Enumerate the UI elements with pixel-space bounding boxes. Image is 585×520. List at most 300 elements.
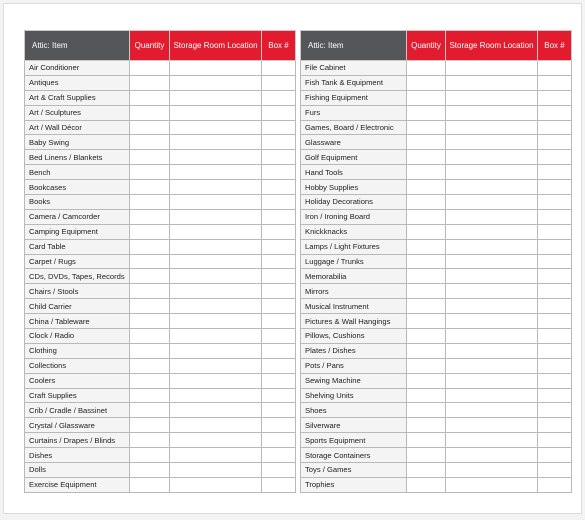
item-name: Art & Craft Supplies: [25, 90, 130, 105]
item-name: Camping Equipment: [25, 224, 130, 239]
item-name: Sewing Machine: [301, 373, 407, 388]
quantity-cell[interactable]: [407, 135, 446, 150]
table-row: [25, 224, 296, 239]
table-row: [301, 180, 572, 195]
quantity-cell[interactable]: [130, 90, 170, 105]
location-cell[interactable]: [170, 343, 262, 358]
header-row: [301, 31, 572, 61]
box-number-cell[interactable]: [262, 477, 296, 492]
location-cell[interactable]: [446, 477, 538, 492]
item-name: Storage Containers: [301, 448, 407, 463]
table-row: [25, 105, 296, 120]
table-row: [25, 284, 296, 299]
item-name: Toys / Games: [301, 463, 407, 478]
location-cell[interactable]: [170, 463, 262, 478]
item-name: Golf Equipment: [301, 150, 407, 165]
location-cell[interactable]: [446, 90, 538, 105]
quantity-cell[interactable]: [407, 403, 446, 418]
location-cell[interactable]: [446, 165, 538, 180]
box-number-cell[interactable]: [262, 195, 296, 210]
table-body-right: [301, 61, 572, 493]
table-row: [301, 463, 572, 478]
table-row: [25, 269, 296, 284]
location-cell[interactable]: [170, 448, 262, 463]
box-number-cell[interactable]: [262, 254, 296, 269]
box-number-cell[interactable]: [262, 135, 296, 150]
quantity-cell[interactable]: [407, 269, 446, 284]
quantity-cell[interactable]: [130, 463, 170, 478]
item-name: Dolls: [25, 463, 130, 478]
item-name: Glassware: [301, 135, 407, 150]
box-number-cell[interactable]: [538, 105, 572, 120]
box-number-cell[interactable]: [538, 195, 572, 210]
location-cell[interactable]: [170, 403, 262, 418]
location-cell[interactable]: [446, 388, 538, 403]
quantity-cell[interactable]: [130, 180, 170, 195]
item-name: Bookcases: [25, 180, 130, 195]
table-row: [301, 254, 572, 269]
quantity-cell[interactable]: [130, 373, 170, 388]
table-row: [25, 61, 296, 76]
quantity-cell[interactable]: [407, 463, 446, 478]
header-location: Storage Room Location: [170, 31, 262, 61]
quantity-cell[interactable]: [130, 150, 170, 165]
table-row: [25, 403, 296, 418]
quantity-cell[interactable]: [130, 314, 170, 329]
item-name: Camera / Camcorder: [25, 209, 130, 224]
table-row: [301, 418, 572, 433]
table-row: [301, 299, 572, 314]
location-cell[interactable]: [170, 105, 262, 120]
location-cell[interactable]: [446, 150, 538, 165]
location-cell[interactable]: [446, 463, 538, 478]
item-name: Plates / Dishes: [301, 343, 407, 358]
quantity-cell[interactable]: [407, 61, 446, 76]
location-cell[interactable]: [170, 90, 262, 105]
box-number-cell[interactable]: [262, 448, 296, 463]
location-cell[interactable]: [170, 269, 262, 284]
quantity-cell[interactable]: [130, 448, 170, 463]
box-number-cell[interactable]: [262, 343, 296, 358]
quantity-cell[interactable]: [130, 209, 170, 224]
quantity-cell[interactable]: [407, 239, 446, 254]
location-cell[interactable]: [170, 373, 262, 388]
box-number-cell[interactable]: [262, 209, 296, 224]
header-location: Storage Room Location: [446, 31, 538, 61]
location-cell[interactable]: [446, 61, 538, 76]
quantity-cell[interactable]: [407, 105, 446, 120]
table-row: [25, 299, 296, 314]
quantity-cell[interactable]: [130, 105, 170, 120]
box-number-cell[interactable]: [262, 150, 296, 165]
item-name: Games, Board / Electronic: [301, 120, 407, 135]
table-row: [25, 165, 296, 180]
item-name: Pots / Pans: [301, 358, 407, 373]
quantity-cell[interactable]: [130, 224, 170, 239]
inventory-table-right: [300, 30, 572, 493]
location-cell[interactable]: [446, 224, 538, 239]
box-number-cell[interactable]: [538, 150, 572, 165]
box-number-cell[interactable]: [262, 314, 296, 329]
table-row: [301, 195, 572, 210]
header-box: Box #: [538, 31, 572, 61]
location-cell[interactable]: [170, 299, 262, 314]
item-name: Lamps / Light Fixtures: [301, 239, 407, 254]
quantity-cell[interactable]: [130, 195, 170, 210]
box-number-cell[interactable]: [262, 224, 296, 239]
location-cell[interactable]: [446, 239, 538, 254]
location-cell[interactable]: [170, 314, 262, 329]
box-number-cell[interactable]: [262, 269, 296, 284]
table-row: [301, 388, 572, 403]
location-cell[interactable]: [170, 61, 262, 76]
location-cell[interactable]: [170, 388, 262, 403]
box-number-cell[interactable]: [262, 75, 296, 90]
location-cell[interactable]: [446, 418, 538, 433]
location-cell[interactable]: [170, 284, 262, 299]
item-name: Chairs / Stools: [25, 284, 130, 299]
table-row: [301, 373, 572, 388]
quantity-cell[interactable]: [130, 120, 170, 135]
header-quantity: Quantity: [407, 31, 446, 61]
box-number-cell[interactable]: [262, 388, 296, 403]
location-cell[interactable]: [446, 120, 538, 135]
box-number-cell[interactable]: [538, 224, 572, 239]
item-name: Luggage / Trunks: [301, 254, 407, 269]
location-cell[interactable]: [170, 224, 262, 239]
item-name: Shoes: [301, 403, 407, 418]
table-row: [301, 477, 572, 492]
box-number-cell[interactable]: [538, 329, 572, 344]
box-number-cell[interactable]: [538, 403, 572, 418]
quantity-cell[interactable]: [407, 433, 446, 448]
box-number-cell[interactable]: [538, 209, 572, 224]
box-number-cell[interactable]: [262, 373, 296, 388]
item-name: Books: [25, 195, 130, 210]
header-box: Box #: [262, 31, 296, 61]
item-name: Curtains / Drapes / Blinds: [25, 433, 130, 448]
table-row: [301, 105, 572, 120]
box-number-cell[interactable]: [538, 343, 572, 358]
item-name: Air Conditioner: [25, 61, 130, 76]
table-row: [25, 209, 296, 224]
item-name: Fish Tank & Equipment: [301, 75, 407, 90]
location-cell[interactable]: [446, 448, 538, 463]
quantity-cell[interactable]: [407, 329, 446, 344]
table-row: [25, 373, 296, 388]
item-name: Silverware: [301, 418, 407, 433]
quantity-cell[interactable]: [130, 388, 170, 403]
item-name: Bench: [25, 165, 130, 180]
item-name: Hobby Supplies: [301, 180, 407, 195]
table-row: [301, 269, 572, 284]
item-name: Knickknacks: [301, 224, 407, 239]
box-number-cell[interactable]: [538, 314, 572, 329]
box-number-cell[interactable]: [262, 90, 296, 105]
location-cell[interactable]: [170, 165, 262, 180]
location-cell[interactable]: [446, 433, 538, 448]
table-row: [25, 388, 296, 403]
item-name: Sports Equipment: [301, 433, 407, 448]
table-row: [25, 433, 296, 448]
quantity-cell[interactable]: [407, 180, 446, 195]
table-row: [25, 75, 296, 90]
box-number-cell[interactable]: [538, 418, 572, 433]
table-row: [301, 135, 572, 150]
item-name: CDs, DVDs, Tapes, Records: [25, 269, 130, 284]
location-cell[interactable]: [170, 209, 262, 224]
item-name: Mirrors: [301, 284, 407, 299]
table-row: [25, 239, 296, 254]
location-cell[interactable]: [170, 75, 262, 90]
location-cell[interactable]: [170, 120, 262, 135]
location-cell[interactable]: [446, 358, 538, 373]
box-number-cell[interactable]: [538, 75, 572, 90]
location-cell[interactable]: [446, 209, 538, 224]
box-number-cell[interactable]: [538, 284, 572, 299]
table-row: [301, 314, 572, 329]
item-name: Pillows, Cushions: [301, 329, 407, 344]
table-row: [301, 75, 572, 90]
location-cell[interactable]: [170, 150, 262, 165]
quantity-cell[interactable]: [407, 209, 446, 224]
quantity-cell[interactable]: [130, 477, 170, 492]
item-name: Shelving Units: [301, 388, 407, 403]
table-body-left: [25, 61, 296, 493]
box-number-cell[interactable]: [538, 463, 572, 478]
item-name: Dishes: [25, 448, 130, 463]
table-row: [301, 284, 572, 299]
location-cell[interactable]: [170, 329, 262, 344]
quantity-cell[interactable]: [407, 388, 446, 403]
table-row: [301, 433, 572, 448]
table-row: [301, 150, 572, 165]
box-number-cell[interactable]: [262, 403, 296, 418]
location-cell[interactable]: [170, 135, 262, 150]
box-number-cell[interactable]: [538, 254, 572, 269]
location-cell[interactable]: [170, 433, 262, 448]
quantity-cell[interactable]: [407, 75, 446, 90]
location-cell[interactable]: [446, 284, 538, 299]
table-row: [25, 343, 296, 358]
box-number-cell[interactable]: [262, 463, 296, 478]
item-name: Craft Supplies: [25, 388, 130, 403]
table-row: [301, 209, 572, 224]
quantity-cell[interactable]: [407, 477, 446, 492]
item-name: Pictures & Wall Hangings: [301, 314, 407, 329]
inventory-table-left: [24, 30, 296, 493]
item-name: Art / Wall Décor: [25, 120, 130, 135]
table-row: [25, 195, 296, 210]
location-cell[interactable]: [446, 403, 538, 418]
location-cell[interactable]: [170, 195, 262, 210]
table-row: [301, 343, 572, 358]
quantity-cell[interactable]: [130, 269, 170, 284]
box-number-cell[interactable]: [262, 239, 296, 254]
quantity-cell[interactable]: [407, 314, 446, 329]
box-number-cell[interactable]: [262, 329, 296, 344]
location-cell[interactable]: [170, 358, 262, 373]
header-quantity: Quantity: [130, 31, 170, 61]
box-number-cell[interactable]: [538, 477, 572, 492]
location-cell[interactable]: [446, 195, 538, 210]
item-name: Collections: [25, 358, 130, 373]
item-name: Hand Tools: [301, 165, 407, 180]
table-row: [25, 150, 296, 165]
table-row: [25, 254, 296, 269]
location-cell[interactable]: [446, 135, 538, 150]
location-cell[interactable]: [446, 329, 538, 344]
table-row: [25, 180, 296, 195]
quantity-cell[interactable]: [130, 433, 170, 448]
item-name: Trophies: [301, 477, 407, 492]
quantity-cell[interactable]: [130, 358, 170, 373]
quantity-cell[interactable]: [130, 135, 170, 150]
table-row: [25, 477, 296, 492]
box-number-cell[interactable]: [262, 418, 296, 433]
item-name: Antiques: [25, 75, 130, 90]
box-number-cell[interactable]: [538, 388, 572, 403]
table-row: [25, 329, 296, 344]
location-cell[interactable]: [170, 477, 262, 492]
location-cell[interactable]: [170, 180, 262, 195]
item-name: Furs: [301, 105, 407, 120]
item-name: Coolers: [25, 373, 130, 388]
quantity-cell[interactable]: [407, 284, 446, 299]
quantity-cell[interactable]: [407, 150, 446, 165]
location-cell[interactable]: [446, 75, 538, 90]
box-number-cell[interactable]: [538, 448, 572, 463]
header-item: Attic: Item: [25, 31, 130, 61]
table-row: [301, 224, 572, 239]
quantity-cell[interactable]: [130, 403, 170, 418]
table-row: [301, 120, 572, 135]
quantity-cell[interactable]: [130, 284, 170, 299]
table-row: [301, 165, 572, 180]
box-number-cell[interactable]: [538, 239, 572, 254]
item-name: Crib / Cradle / Bassinet: [25, 403, 130, 418]
item-name: Fishing Equipment: [301, 90, 407, 105]
quantity-cell[interactable]: [130, 254, 170, 269]
box-number-cell[interactable]: [538, 180, 572, 195]
box-number-cell[interactable]: [262, 433, 296, 448]
box-number-cell[interactable]: [538, 165, 572, 180]
location-cell[interactable]: [170, 418, 262, 433]
item-name: Holiday Decorations: [301, 195, 407, 210]
box-number-cell[interactable]: [538, 299, 572, 314]
table-row: [25, 418, 296, 433]
quantity-cell[interactable]: [130, 299, 170, 314]
location-cell[interactable]: [170, 239, 262, 254]
box-number-cell[interactable]: [262, 105, 296, 120]
box-number-cell[interactable]: [538, 61, 572, 76]
box-number-cell[interactable]: [262, 299, 296, 314]
table-row: [301, 403, 572, 418]
quantity-cell[interactable]: [407, 373, 446, 388]
box-number-cell[interactable]: [538, 90, 572, 105]
table-row: [301, 90, 572, 105]
table-row: [25, 135, 296, 150]
item-name: Clothing: [25, 343, 130, 358]
location-cell[interactable]: [446, 343, 538, 358]
quantity-cell[interactable]: [407, 224, 446, 239]
quantity-cell[interactable]: [130, 61, 170, 76]
item-name: Crystal / Glassware: [25, 418, 130, 433]
item-name: Card Table: [25, 239, 130, 254]
box-number-cell[interactable]: [538, 120, 572, 135]
table-row: [301, 358, 572, 373]
quantity-cell[interactable]: [130, 75, 170, 90]
table-row: [25, 358, 296, 373]
box-number-cell[interactable]: [538, 373, 572, 388]
quantity-cell[interactable]: [130, 239, 170, 254]
location-cell[interactable]: [446, 269, 538, 284]
table-row: [25, 120, 296, 135]
box-number-cell[interactable]: [538, 269, 572, 284]
item-name: Child Carrier: [25, 299, 130, 314]
location-cell[interactable]: [446, 299, 538, 314]
item-name: Clock / Radio: [25, 329, 130, 344]
quantity-cell[interactable]: [130, 418, 170, 433]
quantity-cell[interactable]: [407, 120, 446, 135]
table-row: [25, 448, 296, 463]
item-name: File Cabinet: [301, 61, 407, 76]
box-number-cell[interactable]: [538, 433, 572, 448]
table-row: [25, 90, 296, 105]
item-name: Iron / Ironing Board: [301, 209, 407, 224]
table-row: [25, 463, 296, 478]
item-name: China / Tableware: [25, 314, 130, 329]
item-name: Carpet / Rugs: [25, 254, 130, 269]
location-cell[interactable]: [446, 314, 538, 329]
box-number-cell[interactable]: [262, 120, 296, 135]
item-name: Bed Linens / Blankets: [25, 150, 130, 165]
box-number-cell[interactable]: [538, 358, 572, 373]
item-name: Exercise Equipment: [25, 477, 130, 492]
item-name: Art / Sculptures: [25, 105, 130, 120]
box-number-cell[interactable]: [262, 358, 296, 373]
quantity-cell[interactable]: [407, 343, 446, 358]
table-row: [301, 61, 572, 76]
quantity-cell[interactable]: [407, 299, 446, 314]
quantity-cell[interactable]: [407, 195, 446, 210]
location-cell[interactable]: [446, 373, 538, 388]
quantity-cell[interactable]: [407, 90, 446, 105]
table-row: [301, 329, 572, 344]
box-number-cell[interactable]: [262, 284, 296, 299]
quantity-cell[interactable]: [407, 254, 446, 269]
quantity-cell[interactable]: [407, 165, 446, 180]
quantity-cell[interactable]: [407, 448, 446, 463]
location-cell[interactable]: [446, 105, 538, 120]
quantity-cell[interactable]: [407, 358, 446, 373]
inventory-sheet: [3, 3, 582, 514]
location-cell[interactable]: [446, 254, 538, 269]
box-number-cell[interactable]: [262, 165, 296, 180]
location-cell[interactable]: [170, 254, 262, 269]
table-row: [25, 314, 296, 329]
box-number-cell[interactable]: [262, 180, 296, 195]
location-cell[interactable]: [446, 180, 538, 195]
quantity-cell[interactable]: [130, 329, 170, 344]
quantity-cell[interactable]: [407, 418, 446, 433]
quantity-cell[interactable]: [130, 343, 170, 358]
header-item: Attic: Item: [301, 31, 407, 61]
box-number-cell[interactable]: [538, 135, 572, 150]
item-name: Musical Instrument: [301, 299, 407, 314]
box-number-cell[interactable]: [262, 61, 296, 76]
quantity-cell[interactable]: [130, 165, 170, 180]
